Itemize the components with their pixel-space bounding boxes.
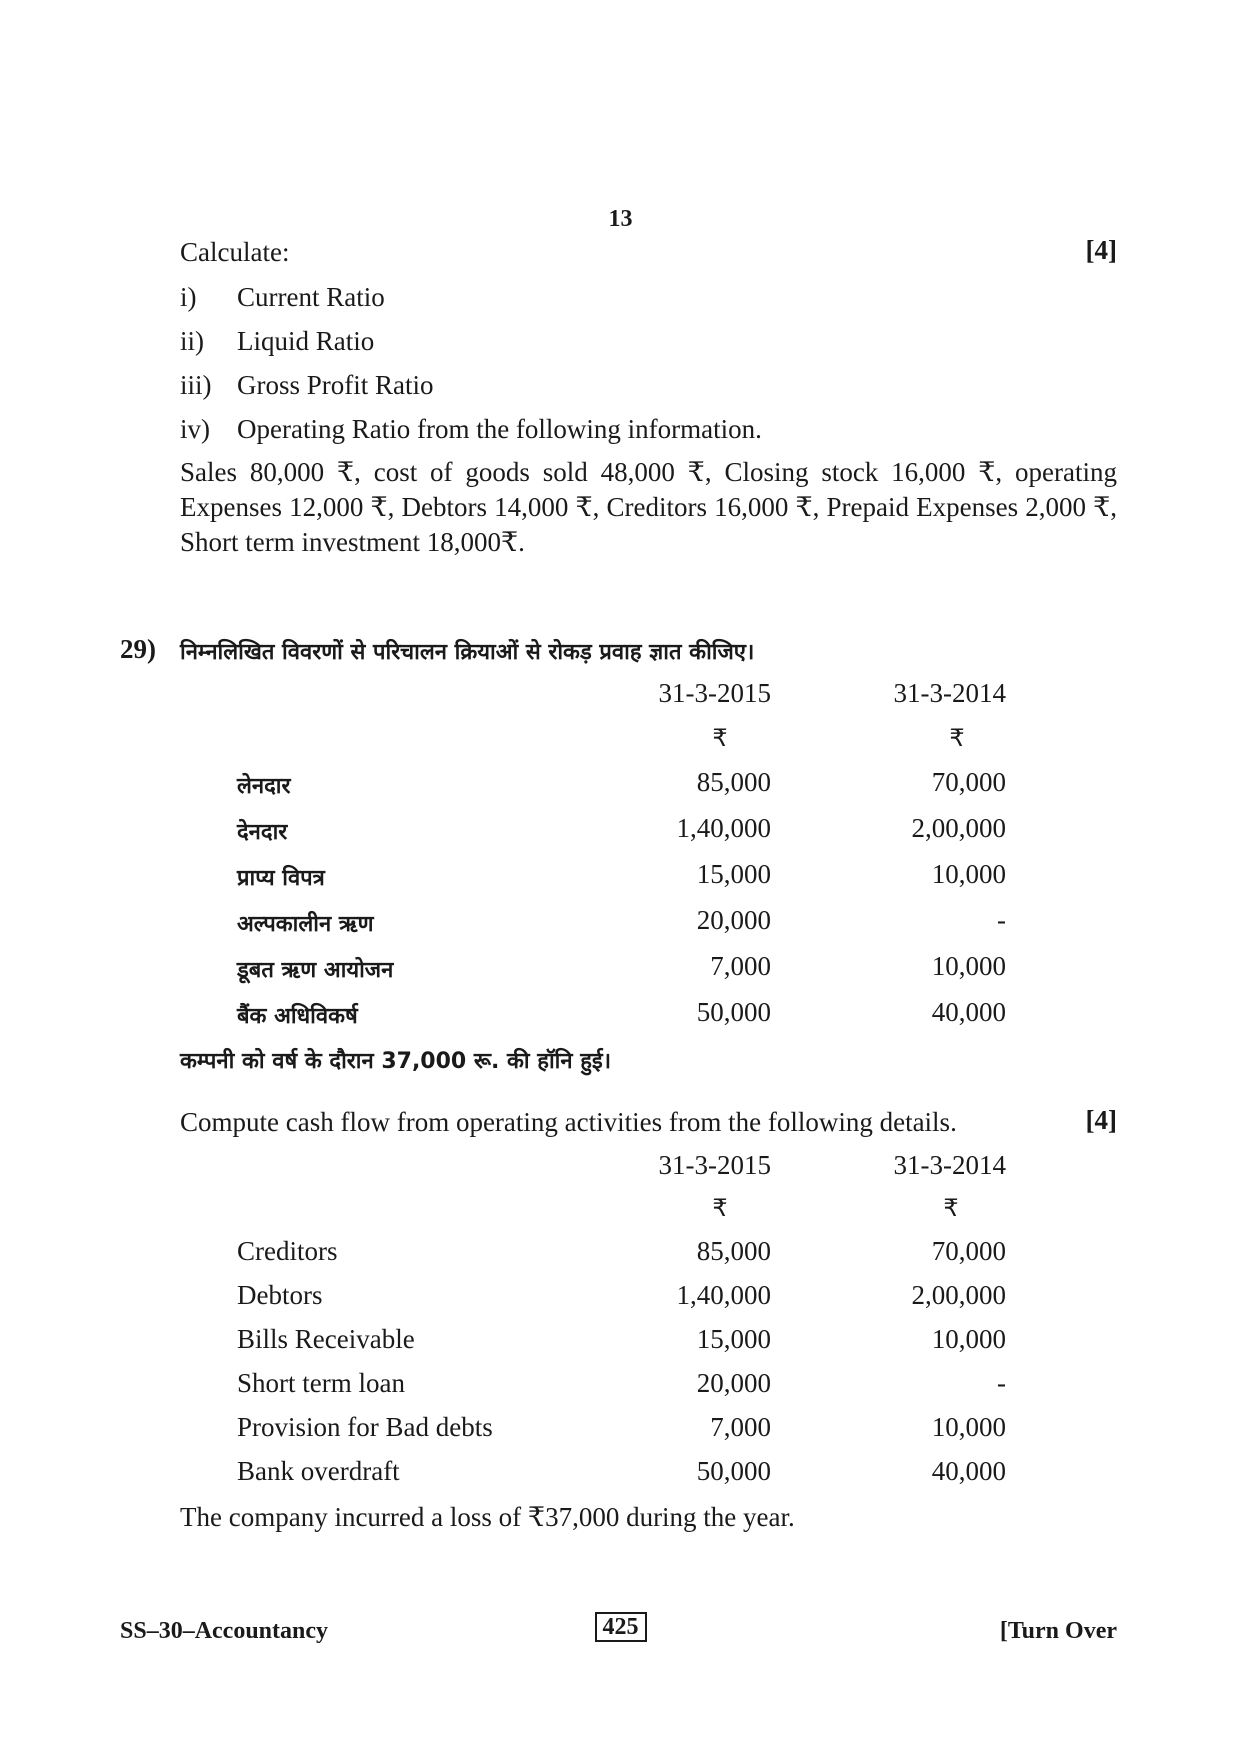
list-item: Current Ratio <box>237 282 385 312</box>
footer-page-number: 425 <box>595 1612 647 1642</box>
table-cell-2015: 50,000 <box>696 997 771 1027</box>
calculate-heading: Calculate: <box>180 237 290 267</box>
column-header-2014: 31-3-2014 <box>893 1150 1006 1180</box>
table-cell-2014: - <box>997 905 1006 935</box>
table-row-label: Bills Receivable <box>237 1324 415 1354</box>
rupee-symbol: ₹ <box>943 1194 959 1222</box>
q28-marks: [4] <box>1085 235 1117 265</box>
list-item-number: ii) <box>180 326 204 356</box>
rupee-symbol: ₹ <box>712 1194 728 1222</box>
table-cell-2015: 7,000 <box>710 1412 771 1442</box>
table-row-label: डूबत ऋण आयोजन <box>237 958 394 983</box>
list-item: Gross Profit Ratio <box>237 370 434 400</box>
table-cell-2015: 1,40,000 <box>676 813 771 843</box>
table-row-label: Debtors <box>237 1280 323 1310</box>
table-row-label: लेनदार <box>237 774 291 799</box>
column-header-2015: 31-3-2015 <box>658 678 771 708</box>
table-row-label: अल्पकालीन ऋण <box>237 912 374 937</box>
list-item-number: iv) <box>180 414 210 444</box>
list-item-number: i) <box>180 282 197 312</box>
table-row-label: Creditors <box>237 1236 338 1266</box>
table-cell-2015: 20,000 <box>696 1368 771 1398</box>
table-row-label: Bank overdraft <box>237 1456 400 1486</box>
table-cell-2014: 10,000 <box>931 1324 1006 1354</box>
table-row-label: बैंक अधिविकर्ष <box>237 1004 358 1029</box>
table-row-label: Provision for Bad debts <box>237 1412 493 1442</box>
footer-turn-over: [Turn Over <box>999 1618 1117 1644</box>
table-cell-2015: 85,000 <box>696 767 771 797</box>
list-item: Liquid Ratio <box>237 326 375 356</box>
table-cell-2015: 7,000 <box>710 951 771 981</box>
q29-marks: [4] <box>1085 1105 1117 1135</box>
table-cell-2014: 10,000 <box>931 1412 1006 1442</box>
footer-subject-code: SS–30–Accountancy <box>120 1618 329 1644</box>
table-row-label: Short term loan <box>237 1368 405 1398</box>
table-cell-2014: 2,00,000 <box>911 813 1006 843</box>
table-cell-2015: 15,000 <box>696 859 771 889</box>
table-cell-2014: 40,000 <box>931 997 1006 1027</box>
column-header-2015: 31-3-2015 <box>658 1150 771 1180</box>
table-cell-2014: 70,000 <box>931 1236 1006 1266</box>
table-cell-2015: 20,000 <box>696 905 771 935</box>
english-note: The company incurred a loss of ₹37,000 during the year. <box>180 1502 795 1532</box>
table-cell-2015: 50,000 <box>696 1456 771 1486</box>
rupee-symbol: ₹ <box>949 724 965 752</box>
rupee-symbol: ₹ <box>712 724 728 752</box>
table-cell-2014: 10,000 <box>931 951 1006 981</box>
table-cell-2014: 2,00,000 <box>911 1280 1006 1310</box>
english-question: Compute cash flow from operating activities from the following details. <box>180 1107 957 1137</box>
table-cell-2014: 40,000 <box>931 1456 1006 1486</box>
table-cell-2014: - <box>997 1368 1006 1398</box>
given-information-paragraph: Sales 80,000 ₹, cost of goods sold 48,000 ₹, Closing stock 16,000 ₹, operating Expenses 12,000 ₹, Debtors 14,000 ₹, Creditors 16,000 ₹, Prepaid Expenses 2,000 ₹, Short term investment 18,000₹. <box>180 457 1117 557</box>
column-header-2014: 31-3-2014 <box>893 678 1006 708</box>
table-cell-2015: 15,000 <box>696 1324 771 1354</box>
table-cell-2014: 10,000 <box>931 859 1006 889</box>
question-number: 29) <box>120 634 156 664</box>
list-item-number: iii) <box>180 370 212 400</box>
list-item: Operating Ratio from the following information. <box>237 414 762 444</box>
table-cell-2015: 85,000 <box>696 1236 771 1266</box>
table-row-label: प्राप्य विपत्र <box>237 866 325 891</box>
table-row-label: देनदार <box>237 820 288 845</box>
table-cell-2015: 1,40,000 <box>676 1280 771 1310</box>
page-number: 13 <box>608 206 633 232</box>
table-cell-2014: 70,000 <box>931 767 1006 797</box>
hindi-note: कम्पनी को वर्ष के दौरान 37,000 रू. की हॉनि हुई। <box>180 1049 612 1074</box>
hindi-question: निम्नलिखित विवरणों से परिचालन क्रियाओं से रोकड़ प्रवाह ज्ञात कीजिए। <box>180 640 755 665</box>
